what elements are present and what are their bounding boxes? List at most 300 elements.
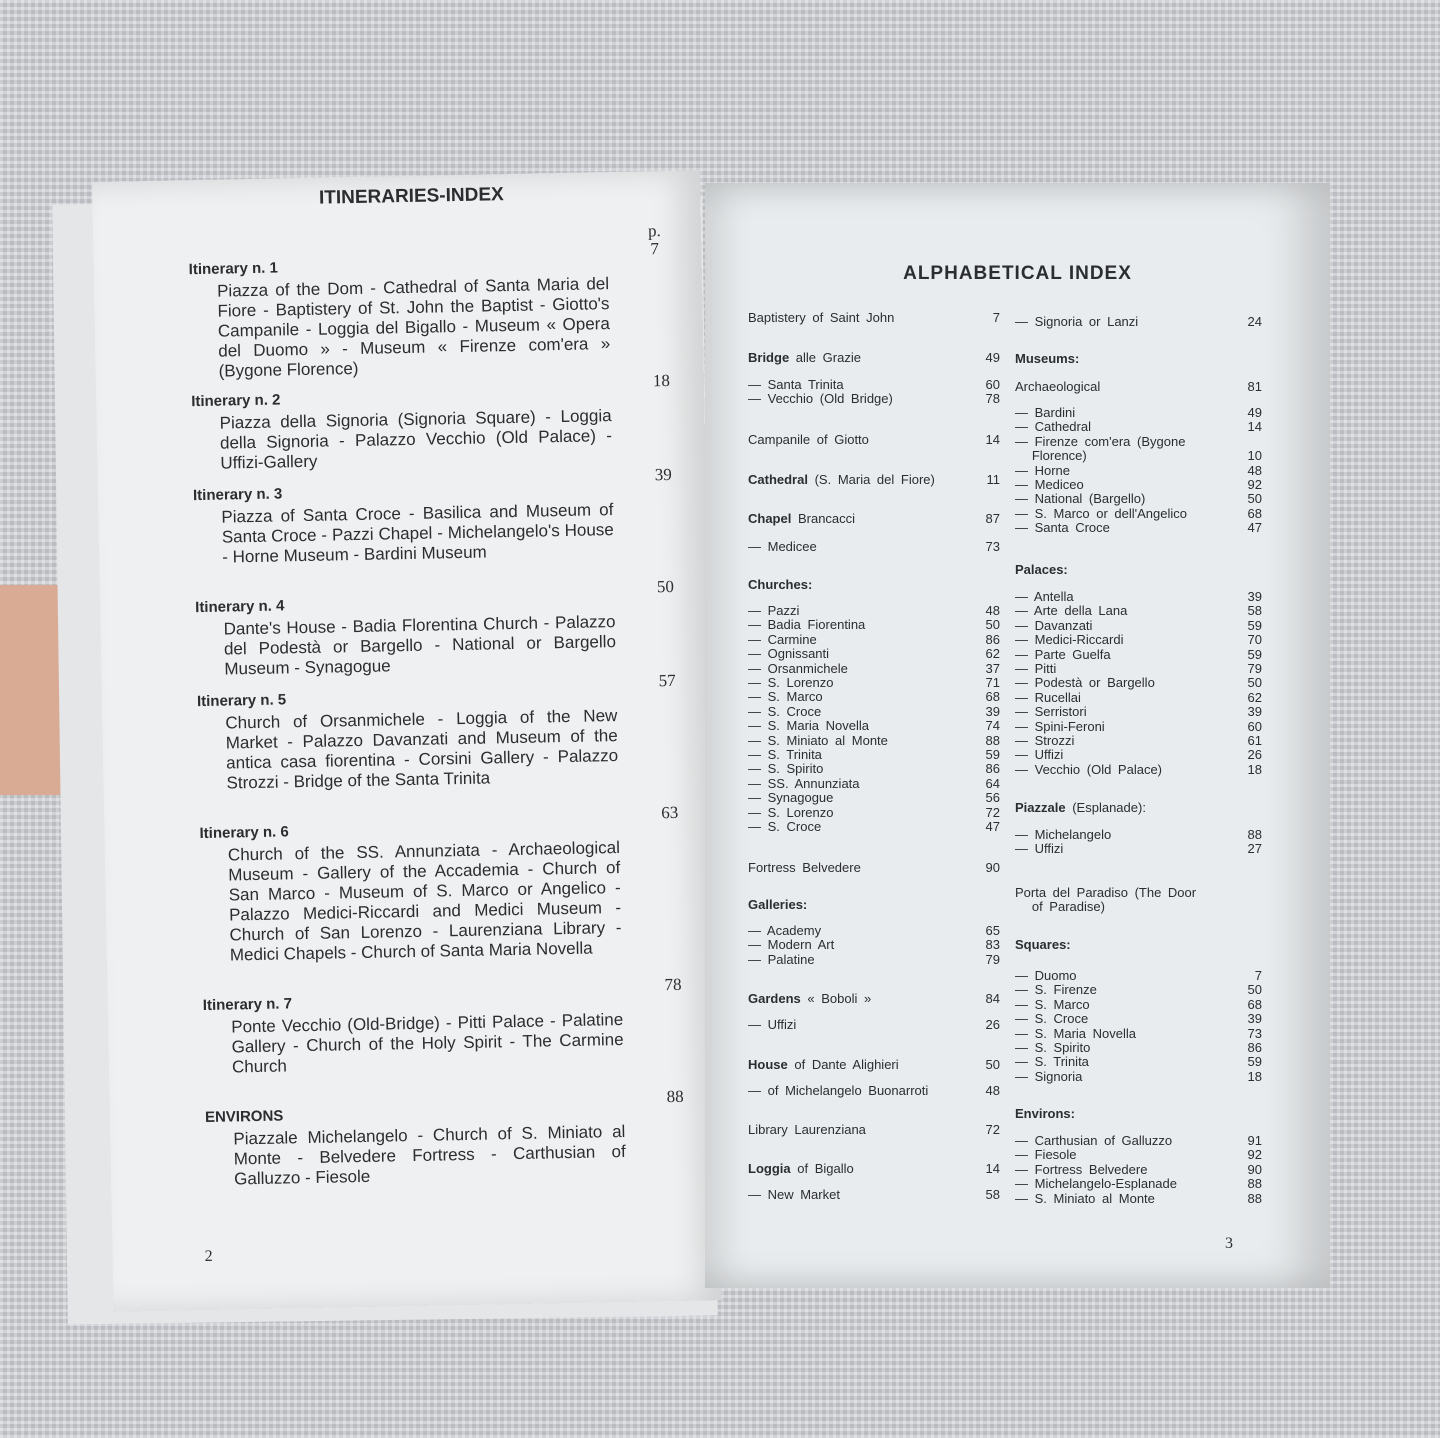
index-entry-text: — Badia Fiorentina	[748, 617, 866, 633]
page-number: 3	[1225, 1235, 1233, 1252]
index-entry-text: — Davanzati	[1015, 617, 1093, 633]
itinerary-description: Church of Orsanmichele - Loggia of the New Market - Palazzo Davanzati and Museum of the antica casa fiorentina - Corsini Gallery - Palazzo Strozzi - Bridge of the Santa Trinita	[225, 706, 619, 793]
index-entry-page-number: 73	[1247, 1025, 1262, 1041]
index-entry-text: — Podestà or Bargello	[1015, 675, 1155, 691]
index-entry-label	[748, 820, 821, 834]
index-entry-text: — Medici-Riccardi	[1015, 632, 1124, 648]
index-entry-text: (Esplanade):	[1072, 800, 1146, 815]
index-entry-label	[1015, 619, 1092, 633]
index-entry-text: of Bigallo	[797, 1161, 854, 1176]
index-entry-text: « Boboli »	[807, 991, 872, 1006]
index-entry	[748, 1084, 1000, 1098]
index-entry	[1015, 734, 1262, 748]
index-entry-page-number: 58	[985, 1187, 1000, 1202]
itinerary-heading: Itinerary n. 1	[188, 259, 279, 279]
index-entry-label	[1015, 662, 1056, 676]
itinerary-heading: Itinerary n. 2	[191, 391, 281, 411]
index-entry-page-number: 87	[985, 511, 1000, 526]
index-entry-text: Florence)	[1015, 448, 1087, 464]
itinerary-entry	[202, 974, 682, 1078]
index-entry-page-number	[1240, 886, 1262, 900]
index-entry-page-number	[978, 898, 1000, 912]
index-entry	[748, 633, 1000, 647]
itinerary-page-number: 18	[652, 370, 671, 391]
index-entry-label	[1015, 435, 1185, 449]
index-entry-page-number: 37	[985, 660, 1000, 676]
index-entry-page-number: 50	[985, 617, 1000, 633]
index-entry-label	[1015, 352, 1079, 366]
index-entry-text: (S. Maria del Fiore)	[814, 472, 935, 487]
index-entry-text: — Carthusian of Galluzzo	[1015, 1133, 1173, 1148]
index-entry-label	[1015, 563, 1068, 577]
index-entry	[1015, 842, 1262, 856]
index-entry-text: — Modern Art	[748, 937, 835, 953]
index-entry-text: — Fortress Belvedere	[1015, 1161, 1148, 1177]
index-entry	[1015, 748, 1262, 762]
index-entry-label	[748, 473, 935, 487]
index-entry-label	[1015, 406, 1075, 420]
index-entry-page-number: 14	[1247, 419, 1262, 435]
itinerary-page-number: 88	[666, 1086, 684, 1107]
index-entry-label	[1015, 720, 1105, 734]
itinerary-entry	[196, 670, 676, 794]
index-entry	[1015, 420, 1262, 434]
index-entry-text: — S. Firenze	[1015, 982, 1097, 998]
index-entry	[748, 433, 1000, 447]
index-entry-text: Archaeological	[1015, 379, 1101, 394]
index-entry-label	[748, 604, 799, 618]
index-entry-label	[1015, 828, 1111, 842]
index-group	[1015, 406, 1262, 536]
index-entry	[1015, 1192, 1262, 1206]
index-entry-label	[1015, 315, 1138, 329]
index-entry-text: — S. Croce	[1015, 1011, 1089, 1027]
index-entry-page-number: 68	[1247, 996, 1262, 1012]
index-entry	[1015, 1107, 1262, 1121]
index-entry-label	[748, 540, 817, 554]
index-entry	[1015, 590, 1262, 604]
index-entry-label	[1015, 1027, 1136, 1041]
index-entry-page-number: 49	[985, 350, 1000, 365]
index-entry	[748, 676, 1000, 690]
itinerary-heading: ENVIRONS	[204, 1107, 284, 1127]
index-entry-page-number: 26	[1247, 747, 1262, 763]
index-entry-label	[1015, 886, 1196, 900]
itinerary-description: Ponte Vecchio (Old-Bridge) - Pitti Palace - Palatine Gallery - Church of the Holy Spirit - The Carmine Church	[231, 1009, 624, 1077]
index-entry-text: — S. Croce	[748, 819, 822, 835]
index-entry	[1015, 763, 1262, 777]
index-entry-page-number: 47	[1247, 520, 1262, 536]
index-entry-page-number: 59	[1247, 646, 1262, 662]
index-entry-keyword: Loggia	[748, 1161, 791, 1176]
itinerary-page-number: 57	[658, 670, 676, 691]
index-entry-label	[748, 806, 834, 820]
index-entry	[1015, 969, 1262, 983]
index-entry	[748, 820, 1000, 834]
index-entry	[748, 512, 1000, 526]
index-entry-page-number: 88	[985, 732, 1000, 748]
itinerary-entry	[199, 802, 679, 966]
index-entry	[1015, 619, 1262, 633]
index-entry-keyword: Galleries:	[748, 897, 808, 912]
index-entry-label	[1015, 648, 1111, 662]
index-entry-text: — Serristori	[1015, 704, 1087, 720]
index-entry	[748, 1188, 1000, 1202]
index-entry-page-number	[1240, 435, 1262, 449]
index-entry-page-number: 92	[1247, 477, 1262, 493]
index-entry-label	[748, 1018, 796, 1032]
itinerary-page-number: 39	[654, 464, 672, 485]
index-entry-label	[1015, 478, 1084, 492]
index-entry-label	[748, 777, 860, 791]
index-entry-page-number: 78	[985, 391, 1000, 407]
index-entry-text: of Paradise)	[1015, 899, 1105, 915]
index-entry-label	[1015, 1163, 1147, 1177]
index-entry-label	[748, 924, 821, 938]
index-entry-label	[748, 992, 871, 1006]
index-entry	[748, 861, 1000, 875]
index-entry-page-number: 18	[1247, 761, 1262, 777]
index-entry-page-number: 59	[1247, 1054, 1262, 1070]
index-entry	[1015, 1177, 1262, 1191]
index-entry-page-number: 7	[992, 310, 1000, 325]
index-entry-page-number: 81	[1247, 379, 1262, 394]
index-entry	[1015, 633, 1262, 647]
index-entry	[748, 1123, 1000, 1137]
index-entry-label	[1015, 1055, 1089, 1069]
index-entry-label	[748, 719, 869, 733]
index-entry	[1015, 507, 1262, 521]
index-entry-label	[748, 578, 812, 592]
index-entry-page-number: 91	[1247, 1133, 1262, 1148]
index-entry-page-number: 88	[1247, 827, 1262, 842]
itinerary-entry	[191, 370, 671, 474]
index-entry	[748, 734, 1000, 748]
index-entry	[1015, 604, 1262, 618]
index-group	[748, 1018, 1000, 1032]
index-entry-page-number: 74	[985, 718, 1000, 734]
index-entry	[1015, 1163, 1262, 1177]
index-entry-page-number: 68	[1247, 505, 1262, 521]
index-entry-label	[748, 734, 888, 748]
index-entry	[1015, 1148, 1262, 1162]
index-entry-label	[1015, 1148, 1077, 1162]
index-entry-text: — S. Lorenzo	[748, 675, 834, 691]
index-entry-text: — S. Miniato al Monte	[748, 732, 888, 748]
index-entry-label	[1015, 748, 1063, 762]
itinerary-description: Piazza della Signoria (Signoria Square) - Loggia della Signoria - Palazzo Vecchio (Old Palace) - Uffizi-Gallery	[219, 406, 613, 473]
index-entry-page-number: 47	[985, 819, 1000, 835]
index-entry-text: — Palatine	[748, 951, 815, 967]
index-entry-label	[1015, 983, 1097, 997]
index-entry	[748, 618, 1000, 632]
index-entry-page-number: 39	[1247, 1011, 1262, 1027]
index-entry-text: Fortress Belvedere	[748, 860, 861, 875]
index-entry-page-number: 62	[985, 646, 1000, 662]
index-entry	[1015, 380, 1262, 394]
index-group	[1015, 801, 1262, 815]
index-entry	[1015, 492, 1262, 506]
index-entry-label	[748, 618, 865, 632]
index-group	[1015, 969, 1262, 1084]
index-entry-text: — Ognissanti	[748, 646, 830, 662]
index-entry-page-number: 14	[985, 1161, 1000, 1176]
index-entry-label	[748, 662, 848, 676]
index-entry	[748, 953, 1000, 967]
index-entry-text: — Michelangelo-Esplanade	[1015, 1176, 1177, 1192]
index-group	[748, 1162, 1000, 1176]
index-entry-label	[748, 633, 817, 647]
index-entry-page-number: 83	[985, 937, 1000, 953]
index-entry-text: — Vecchio (Old Bridge)	[748, 391, 893, 407]
index-entry-label	[748, 1123, 866, 1137]
index-entry-keyword: Gardens	[748, 991, 801, 1006]
index-entry-label	[748, 762, 823, 776]
index-entry-page-number: 88	[1247, 1190, 1262, 1206]
index-entry-label	[1015, 969, 1077, 983]
index-entry-text: — Synagogue	[748, 790, 834, 806]
index-group	[1015, 938, 1262, 952]
index-entry-page-number: 50	[1247, 491, 1262, 507]
index-entry-text: — Rucellai	[1015, 689, 1081, 705]
index-entry-page-number: 73	[985, 539, 1000, 554]
index-entry	[748, 762, 1000, 776]
index-entry-page-number: 59	[985, 747, 1000, 763]
itinerary-page-number: 63	[661, 802, 679, 823]
index-group	[748, 924, 1000, 967]
index-entry-text: — Antella	[1015, 589, 1074, 604]
index-entry	[748, 662, 1000, 676]
index-entry-page-number: 86	[1247, 1040, 1262, 1056]
index-entry-page-number: 68	[985, 689, 1000, 705]
index-entry-page-number: 60	[985, 377, 1000, 392]
page-itineraries-index	[92, 170, 722, 1311]
index-entry-page-number: 72	[985, 804, 1000, 820]
index-entry-label	[1015, 938, 1071, 952]
index-entry	[1015, 563, 1262, 577]
index-entry	[748, 719, 1000, 733]
index-entry-label	[1015, 705, 1087, 719]
index-entry-page-number: 60	[1247, 718, 1262, 734]
index-entry	[748, 690, 1000, 704]
index-entry	[1015, 662, 1262, 676]
index-entry-text: — SS. Annunziata	[748, 775, 860, 791]
page-title: ITINERARIES-INDEX	[318, 184, 504, 209]
itinerary-description: Church of the SS. Annunziata - Archaeological Museum - Gallery of the Accademia - Church of San Marco - Museum of S. Marco or Angelico - Palazzo Medici-Riccardi and Medici Museum - Church of San Lorenzo - Laurenziana Library - Medici Chapels - Church of Santa Maria Novella	[227, 837, 622, 965]
index-entry-text: — Vecchio (Old Palace)	[1015, 761, 1163, 777]
index-entry-keyword: Squares:	[1015, 937, 1071, 952]
index-entry-label	[748, 512, 855, 526]
index-entry-text: — Spini-Feroni	[1015, 718, 1105, 734]
index-entry-page-number: 84	[985, 991, 1000, 1006]
index-entry-label	[1015, 1177, 1177, 1191]
index-entry	[748, 392, 1000, 406]
index-entry-page-number: 71	[985, 675, 1000, 691]
itinerary-description: Dante's House - Badia Florentina Church - Palazzo del Podestà or Bargello - National or Bargello Museum - Synagogue	[223, 612, 617, 679]
index-entry-keyword: Cathedral	[748, 472, 808, 487]
index-group	[1015, 352, 1262, 366]
index-entry	[748, 705, 1000, 719]
index-entry-page-number: 88	[1247, 1176, 1262, 1192]
index-entry-keyword: Bridge	[748, 350, 790, 365]
index-entry-text: — Arte della Lana	[1015, 603, 1128, 619]
index-group	[748, 578, 1000, 592]
index-group	[748, 1188, 1000, 1202]
index-entry-keyword: Palaces:	[1015, 562, 1068, 577]
index-entry-label	[748, 311, 894, 325]
index-entry-label	[748, 690, 823, 704]
index-entry-text: — Carmine	[748, 631, 817, 647]
index-entry-text: alle Grazie	[795, 350, 861, 365]
index-group	[1015, 886, 1262, 915]
index-group	[748, 512, 1000, 526]
itinerary-entry	[204, 1086, 684, 1190]
index-entry-page-number: 79	[985, 951, 1000, 967]
index-entry-text: — Duomo	[1015, 968, 1077, 983]
index-entry-text: — S. Marco or dell'Angelico	[1015, 505, 1187, 521]
index-entry-keyword: House	[748, 1057, 788, 1072]
index-entry-label	[1015, 590, 1074, 604]
index-entry	[1015, 801, 1262, 815]
index-entry-page-number: 39	[985, 703, 1000, 719]
index-group	[748, 311, 1000, 325]
index-entry-label	[748, 433, 869, 447]
index-entry	[1015, 1070, 1262, 1084]
index-entry-label	[748, 647, 829, 661]
index-entry-label	[748, 861, 861, 875]
itinerary-heading: Itinerary n. 5	[196, 691, 287, 711]
index-entry-label	[748, 676, 834, 690]
index-entry-page-number	[1240, 352, 1262, 366]
index-entry-label	[1015, 1070, 1082, 1084]
index-entry	[1015, 720, 1262, 734]
index-entry	[1015, 938, 1262, 952]
index-entry	[1015, 406, 1262, 420]
index-entry-page-number: 50	[1247, 982, 1262, 998]
index-entry-label	[1015, 633, 1123, 647]
index-entry	[748, 748, 1000, 762]
itinerary-description: Piazza of Santa Croce - Basilica and Museum of Santa Croce - Pazzi Chapel - Michelangelo's House - Horne Museum - Bardini Museum	[221, 500, 614, 567]
index-entry-keyword: Environs:	[1015, 1106, 1075, 1121]
index-group	[1015, 563, 1262, 577]
index-entry-label	[748, 953, 815, 967]
index-group	[748, 378, 1000, 407]
index-group	[748, 1058, 1000, 1072]
index-entry	[1015, 828, 1262, 842]
index-entry-text: — Signoria or Lanzi	[1015, 314, 1139, 329]
index-entry	[748, 647, 1000, 661]
index-entry	[748, 473, 1000, 487]
index-entry-label	[748, 351, 861, 365]
index-entry-page-number: 79	[1247, 661, 1262, 677]
index-entry-text: Campanile of Giotto	[748, 432, 869, 447]
index-group	[748, 473, 1000, 487]
index-entry-text: — Pitti	[1015, 661, 1057, 677]
index-entry-label	[1015, 464, 1070, 478]
index-entry-page-number: 90	[985, 860, 1000, 875]
itinerary-entry	[195, 576, 675, 680]
index-group	[1015, 1134, 1262, 1206]
index-entry	[748, 378, 1000, 392]
index-entry-page-number	[1240, 801, 1262, 815]
index-entry-text: — S. Marco	[748, 689, 823, 705]
index-entry-text: — Fiesole	[1015, 1147, 1077, 1163]
itinerary-heading: Itinerary n. 3	[192, 485, 283, 505]
index-entry	[1015, 464, 1262, 478]
index-group	[748, 1123, 1000, 1137]
itinerary-entry	[188, 239, 660, 382]
index-entry-text: of Dante Alighieri	[794, 1057, 899, 1072]
index-entry-text: — S. Maria Novella	[1015, 1025, 1136, 1041]
itinerary-heading: Itinerary n. 4	[195, 597, 285, 617]
index-entry-label	[748, 1162, 854, 1176]
index-entry-page-number: 65	[985, 923, 1000, 938]
index-entry-page-number: 90	[1247, 1161, 1262, 1177]
index-entry-page-number: 72	[985, 1122, 1000, 1137]
index-entry-label	[748, 1058, 899, 1072]
index-entry	[1015, 648, 1262, 662]
index-entry	[748, 806, 1000, 820]
index-entry-text: — Medicee	[748, 539, 817, 554]
index-entry-text: — S. Marco	[1015, 996, 1090, 1012]
index-entry	[1015, 1134, 1262, 1148]
index-entry	[748, 540, 1000, 554]
index-entry-label	[1015, 998, 1090, 1012]
index-entry	[1015, 705, 1262, 719]
itinerary-entry	[192, 464, 672, 568]
index-entry-page-number	[1240, 900, 1262, 914]
page-column-label: p.	[647, 221, 661, 241]
index-entry	[1015, 676, 1262, 690]
index-entry-page-number: 50	[985, 1057, 1000, 1072]
index-entry	[1015, 352, 1262, 366]
index-entry-page-number	[1240, 563, 1262, 577]
index-entry	[748, 938, 1000, 952]
index-entry-page-number: 48	[985, 603, 1000, 618]
index-entry	[1015, 521, 1262, 535]
index-entry-text: — Cathedral	[1015, 419, 1091, 435]
index-entry	[748, 898, 1000, 912]
index-entry	[1015, 1012, 1262, 1026]
index-entry-label	[748, 392, 893, 406]
itinerary-heading: Itinerary n. 7	[202, 995, 293, 1015]
index-entry-label	[1015, 691, 1081, 705]
index-entry-label	[1015, 1012, 1088, 1026]
index-entry-label	[1015, 801, 1146, 815]
index-entry	[1015, 478, 1262, 492]
index-entry-text: — New Market	[748, 1187, 840, 1202]
index-entry	[1015, 998, 1262, 1012]
index-entry-label	[748, 938, 834, 952]
index-entry-text: — Firenze com'era (Bygone	[1015, 433, 1186, 449]
index-entry	[748, 1058, 1000, 1072]
index-group	[748, 898, 1000, 912]
index-entry-keyword: Museums:	[1015, 351, 1080, 366]
index-entry-page-number: 10	[1247, 448, 1262, 464]
index-group	[1015, 1107, 1262, 1121]
index-entry	[1015, 886, 1262, 900]
index-entry-text: — National (Bargello)	[1015, 491, 1146, 507]
index-entry-text: — Santa Croce	[1015, 520, 1110, 536]
index-entry-text: — Signoria	[1015, 1068, 1083, 1084]
index-entry-label	[1015, 1041, 1090, 1055]
index-entry-text: — Michelangelo	[1015, 827, 1112, 842]
index-entry-label	[1015, 900, 1105, 914]
index-entry-label	[1015, 604, 1127, 618]
index-entry-text: — Horne	[1015, 462, 1071, 478]
page-number: 2	[204, 1247, 213, 1266]
index-entry	[748, 578, 1000, 592]
